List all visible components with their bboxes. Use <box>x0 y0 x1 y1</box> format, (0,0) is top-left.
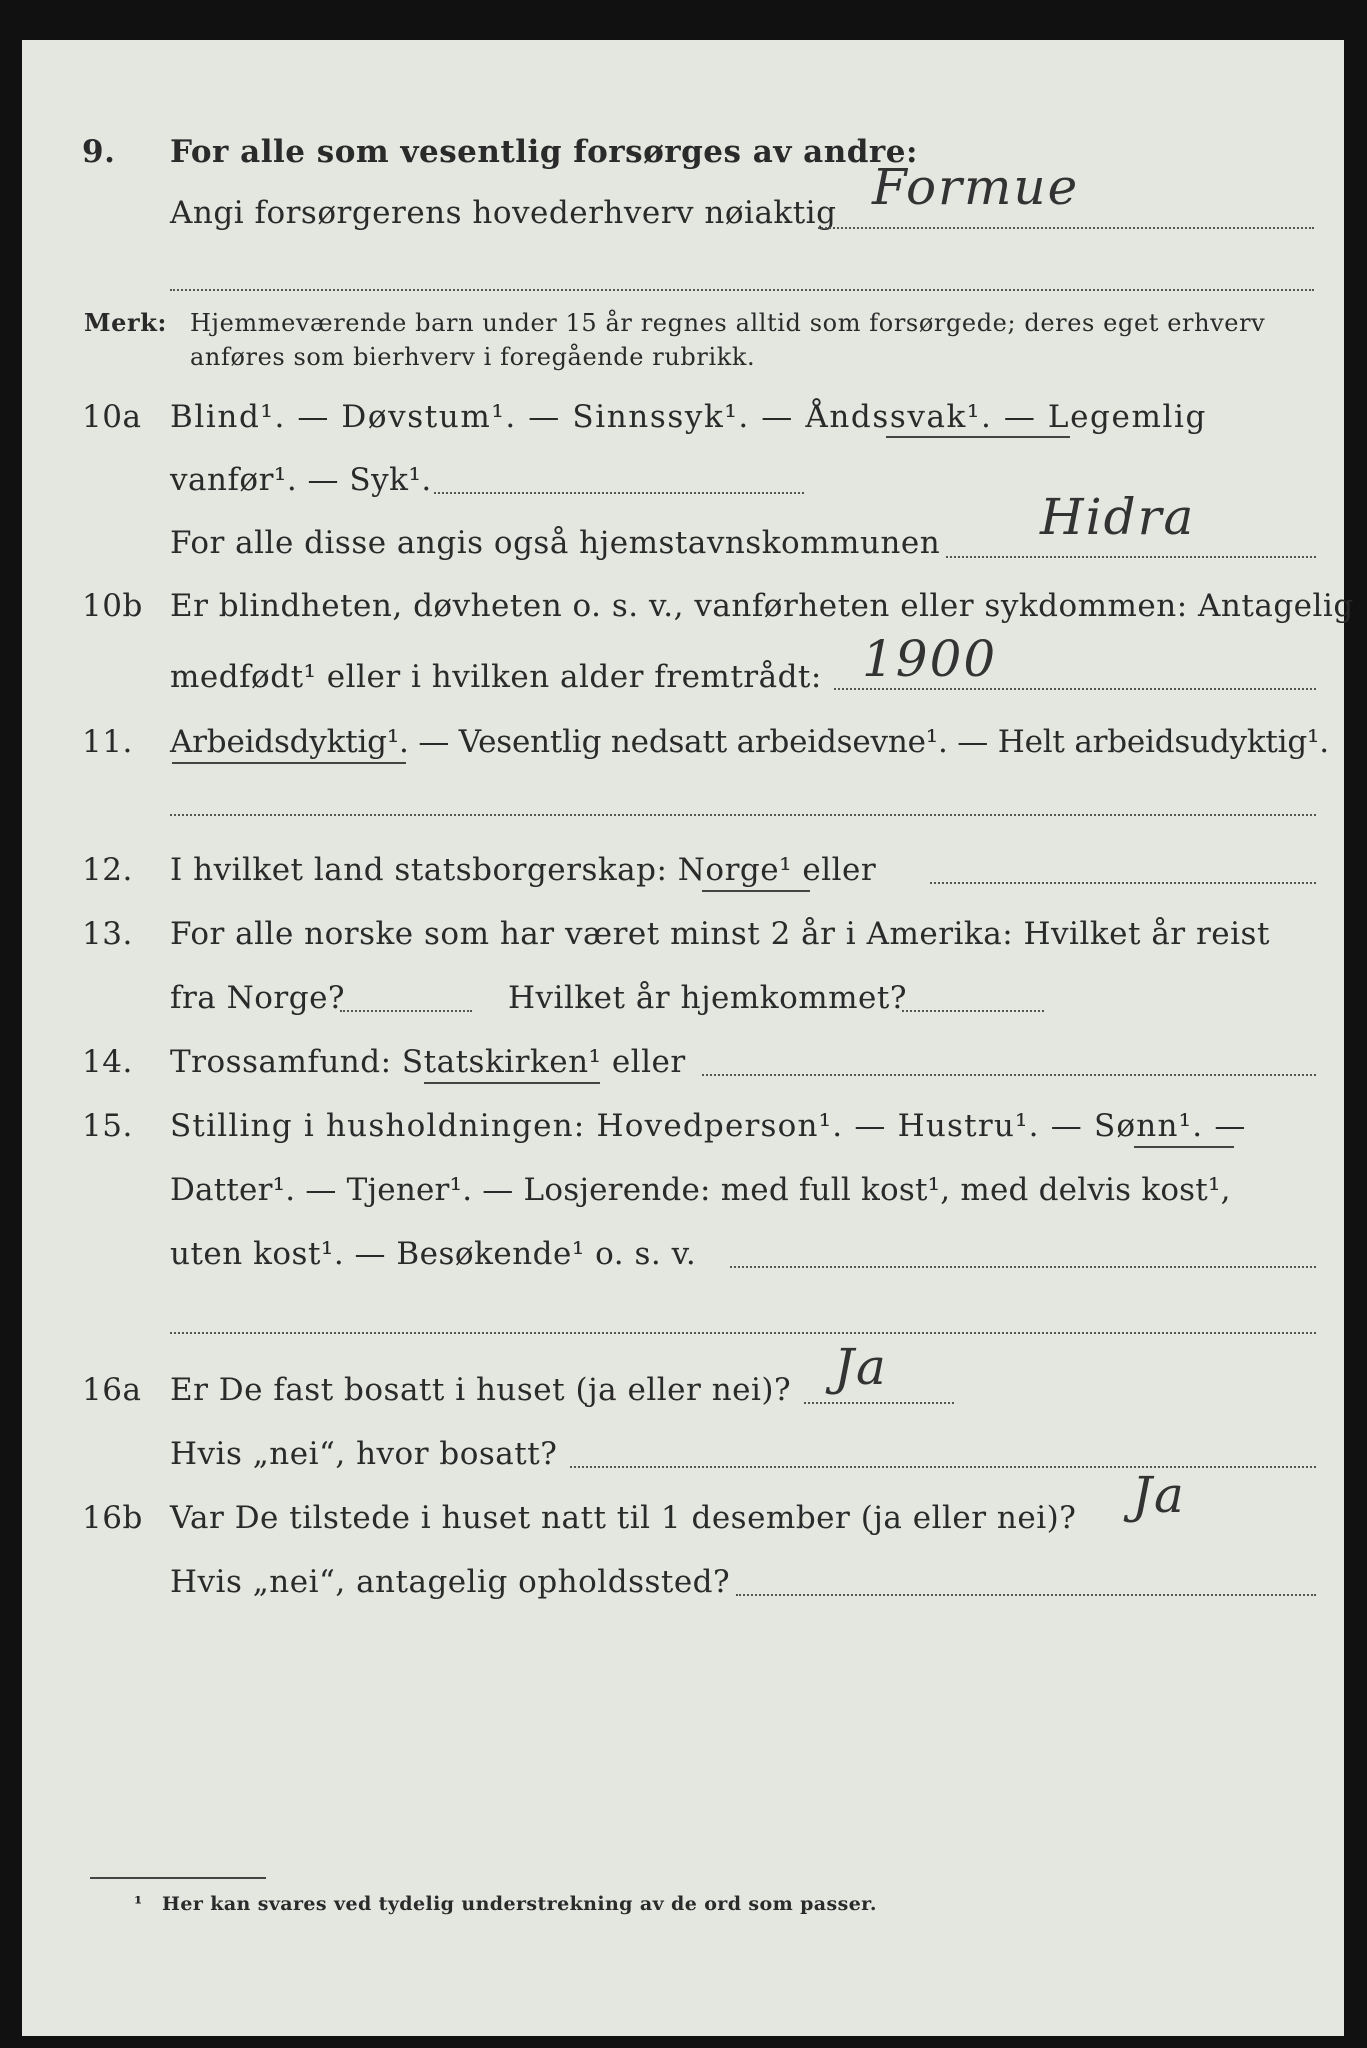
footnote-rule <box>90 1877 266 1879</box>
q13-question-1: For alle norske som har været minst 2 år i Amerika: Hvilket år reist <box>170 916 1270 952</box>
q9-number: 9. <box>82 134 116 170</box>
q10b-answer: 1900 <box>862 630 998 688</box>
q13-number: 13. <box>82 916 133 952</box>
q16a-question-2: Hvis „nei“, hvor bosatt? <box>170 1436 558 1472</box>
q16a-bosatt-line[interactable] <box>570 1466 1316 1468</box>
q13-question-2b: Hvilket år hjemkommet? <box>508 980 907 1016</box>
q16a-number: 16a <box>82 1372 142 1408</box>
q9-answer-line[interactable] <box>818 227 1314 229</box>
q10a-underline-andssvak <box>886 436 1070 438</box>
q9-answer: Formue <box>872 158 1080 216</box>
q16b-number: 16b <box>82 1500 143 1536</box>
merk-line-2: anføres som bierhverv i foregående rubrikk. <box>190 343 756 371</box>
q16b-answer: Ja <box>1132 1466 1186 1524</box>
q15-underline-sonn <box>1134 1146 1234 1148</box>
q14-number: 14. <box>82 1044 133 1080</box>
q10a-options-2: vanfør¹. — Syk¹. <box>170 462 432 498</box>
q12-number: 12. <box>82 852 133 888</box>
q16b-opholdssted-line[interactable] <box>736 1594 1316 1596</box>
q10b-question-1: Er blindheten, døvheten o. s. v., vanførheten eller sykdommen: Antagelig <box>170 588 1354 624</box>
footnote-mark: ¹ <box>134 1893 143 1915</box>
merk-label: Merk: <box>84 308 167 337</box>
q10a-answer-line[interactable] <box>946 556 1316 558</box>
q9-heading: For alle som vesentlig forsørges av andre: <box>170 134 918 170</box>
census-form-page <box>22 40 1354 2036</box>
q10a-answer: Hidra <box>1040 488 1196 546</box>
q14-answer-line[interactable] <box>702 1074 1316 1076</box>
q11-extra-line[interactable] <box>170 814 1316 816</box>
q12-question: I hvilket land statsborgerskap: Norge¹ eller <box>170 852 877 888</box>
q11-number: 11. <box>82 724 133 760</box>
q12-answer-line[interactable] <box>930 882 1316 884</box>
q13-hjemkommet-line[interactable] <box>902 1010 1044 1012</box>
q15-options-1: Stilling i husholdningen: Hovedperson¹. — Hustru¹. — Sønn¹. — <box>170 1108 1247 1144</box>
footnote-text: Her kan svares ved tydelig understrekning av de ord som passer. <box>162 1893 877 1915</box>
q13-question-2a: fra Norge? <box>170 980 346 1016</box>
q15-extra-line[interactable] <box>170 1332 1316 1334</box>
q13-reist-line[interactable] <box>340 1010 472 1012</box>
q11-options: Arbeidsdyktig¹. — Vesentlig nedsatt arbeidsevne¹. — Helt arbeidsudyktig¹. <box>170 724 1329 760</box>
q12-underline-norge <box>702 890 810 892</box>
q10a-number: 10a <box>82 399 142 435</box>
q14-question: Trossamfund: Statskirken¹ eller <box>170 1044 686 1080</box>
q15-number: 15. <box>82 1108 133 1144</box>
q16b-question-2: Hvis „nei“, antagelig opholdssted? <box>170 1564 731 1600</box>
q9-question: Angi forsørgerens hovederhverv nøiaktig <box>170 195 837 231</box>
merk-line-1: Hjemmeværende barn under 15 år regnes alltid som forsørgede; deres eget erhverv <box>190 309 1266 337</box>
q16a-answer-line[interactable] <box>804 1402 954 1404</box>
q10a-syk-line[interactable] <box>434 492 804 494</box>
q10b-answer-line[interactable] <box>834 688 1316 690</box>
q15-options-2: Datter¹. — Tjener¹. — Losjerende: med full kost¹, med delvis kost¹, <box>170 1172 1231 1208</box>
q11-underline-arbeidsdyktig <box>172 762 406 764</box>
q16b-question-1: Var De tilstede i huset natt til 1 desember (ja eller nei)? <box>170 1500 1077 1536</box>
q16a-answer: Ja <box>834 1338 888 1396</box>
q10a-options-1: Blind¹. — Døvstum¹. — Sinnssyk¹. — Åndssvak¹. — Legemlig <box>170 399 1207 435</box>
q15-options-3: uten kost¹. — Besøkende¹ o. s. v. <box>170 1236 697 1272</box>
q10b-number: 10b <box>82 588 143 624</box>
q10a-question: For alle disse angis også hjemstavnskommunen <box>170 525 941 561</box>
q14-underline-statskirken <box>424 1082 600 1084</box>
q9-extra-line[interactable] <box>170 289 1314 291</box>
q10b-question-2: medfødt¹ eller i hvilken alder fremtrådt: <box>170 659 822 695</box>
q16a-question-1: Er De fast bosatt i huset (ja eller nei)? <box>170 1372 792 1408</box>
q15-answer-line[interactable] <box>730 1266 1316 1268</box>
